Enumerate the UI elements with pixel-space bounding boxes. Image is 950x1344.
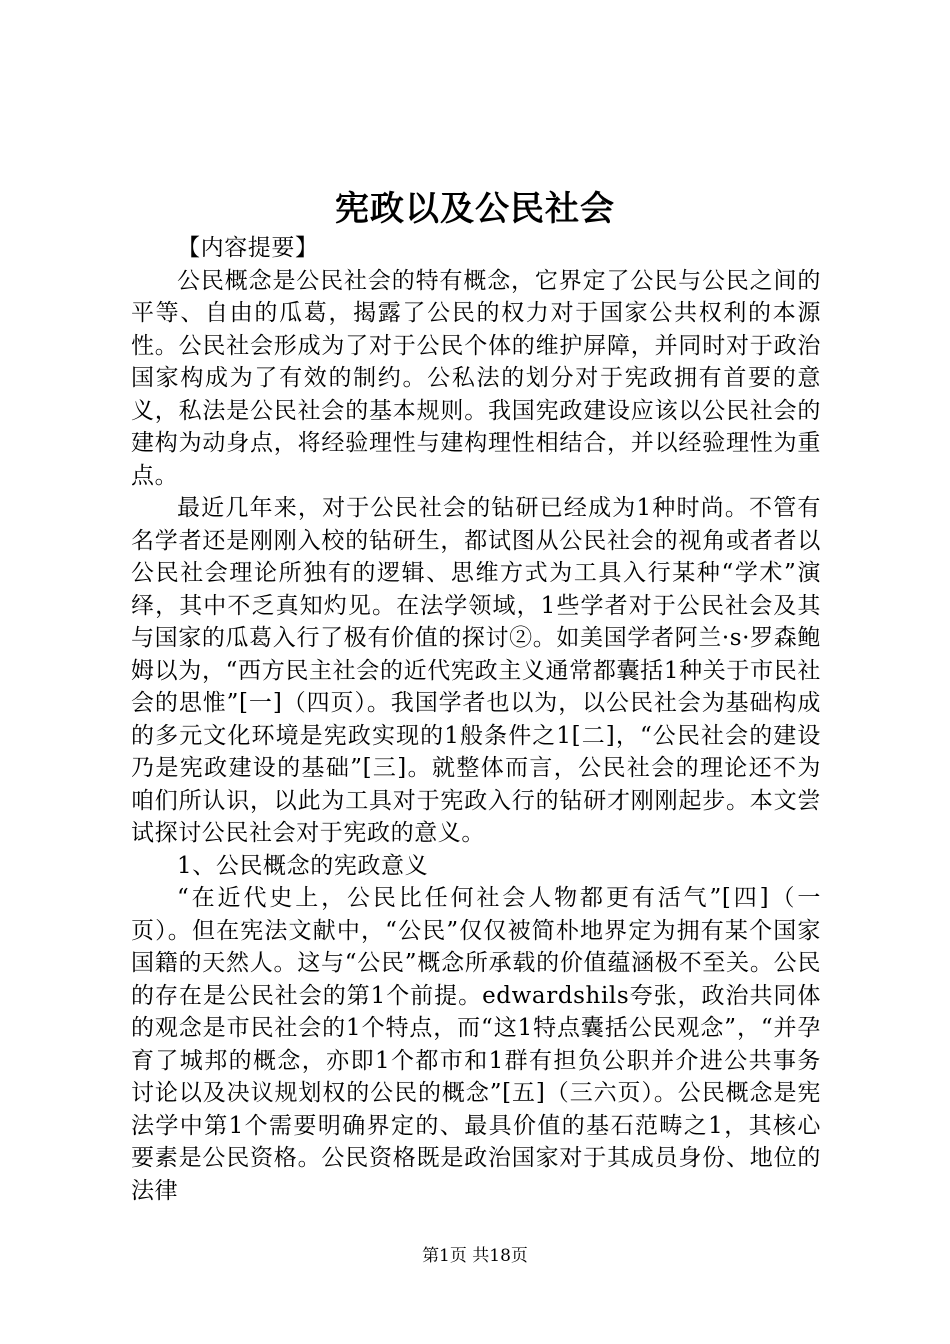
- document-title: 宪政以及公民社会: [335, 189, 615, 229]
- section-heading: 1、公民概念的宪政意义: [177, 852, 429, 879]
- section-paragraph: “在近代史上，公民比任何社会人物都更有活气”[四]（一页）。但在宪法文献中，“公民”仅仅被简朴地界定为拥有某个国家国籍的天然人。这与“公民”概念所承载的价值蕴涵极不至关。公民的存在是公民社会的第1个前提。edwardshils夸张，政治共同体的观念是市民社会的1个特点，而“这1特点囊括公民观念”，“并孕育了城邦的概念，亦即1个都市和1群有担负公职并介进公共事务讨论以及决议规划权的公民的概念”[五]（三六页）。公民概念是宪法学中第1个需要明确界定的、最具价值的基石范畴之1，其核心要素是公民资格。公民资格既是政治国家对于其成员身份、地位的法律: [131, 885, 821, 1204]
- intro-paragraph: 最近几年来，对于公民社会的钻研已经成为1种时尚。不管有名学者还是刚刚入校的钻研生，都试图从公民社会的视角或者者以公民社会理论所独有的逻辑、思维方式为工具入行某种“学术”演绎，其中不乏真知灼见。在法学领域，1些学者对于公民社会及其与国家的瓜葛入行了极有价值的探讨②。如美国学者阿兰·s·罗森鲍姆以为，“西方民主社会的近代宪政主义通常都囊括1种关于市民社会的思惟”[一]（四页）。我国学者也以为，以公民社会为基础构成的多元文化环境是宪政实现的1般条件之1[二]，“公民社会的建设乃是宪政建设的基础”[三]。就整体而言，公民社会的理论还不为咱们所认识，以此为工具对于宪政入行的钻研才刚刚起步。本文尝试探讨公民社会对于宪政的意义。: [131, 495, 821, 846]
- document-body: [131, 232, 821, 1207]
- page-footer: 第1页 共18页: [422, 1246, 528, 1266]
- abstract-label: 【内容提要】: [177, 235, 319, 261]
- abstract-paragraph: 公民概念是公民社会的特有概念，它界定了公民与公民之间的平等、自由的瓜葛，揭露了公民的权力对于国家公共权利的本源性。公民社会形成为了对于公民个体的维护屏障，并同时对于政治国家构成为了有效的制约。公私法的划分对于宪政拥有首要的意义，私法是公民社会的基本规则。我国宪政建设应该以公民社会的建构为动身点，将经验理性与建构理性相结合，并以经验理性为重点。: [131, 267, 821, 489]
